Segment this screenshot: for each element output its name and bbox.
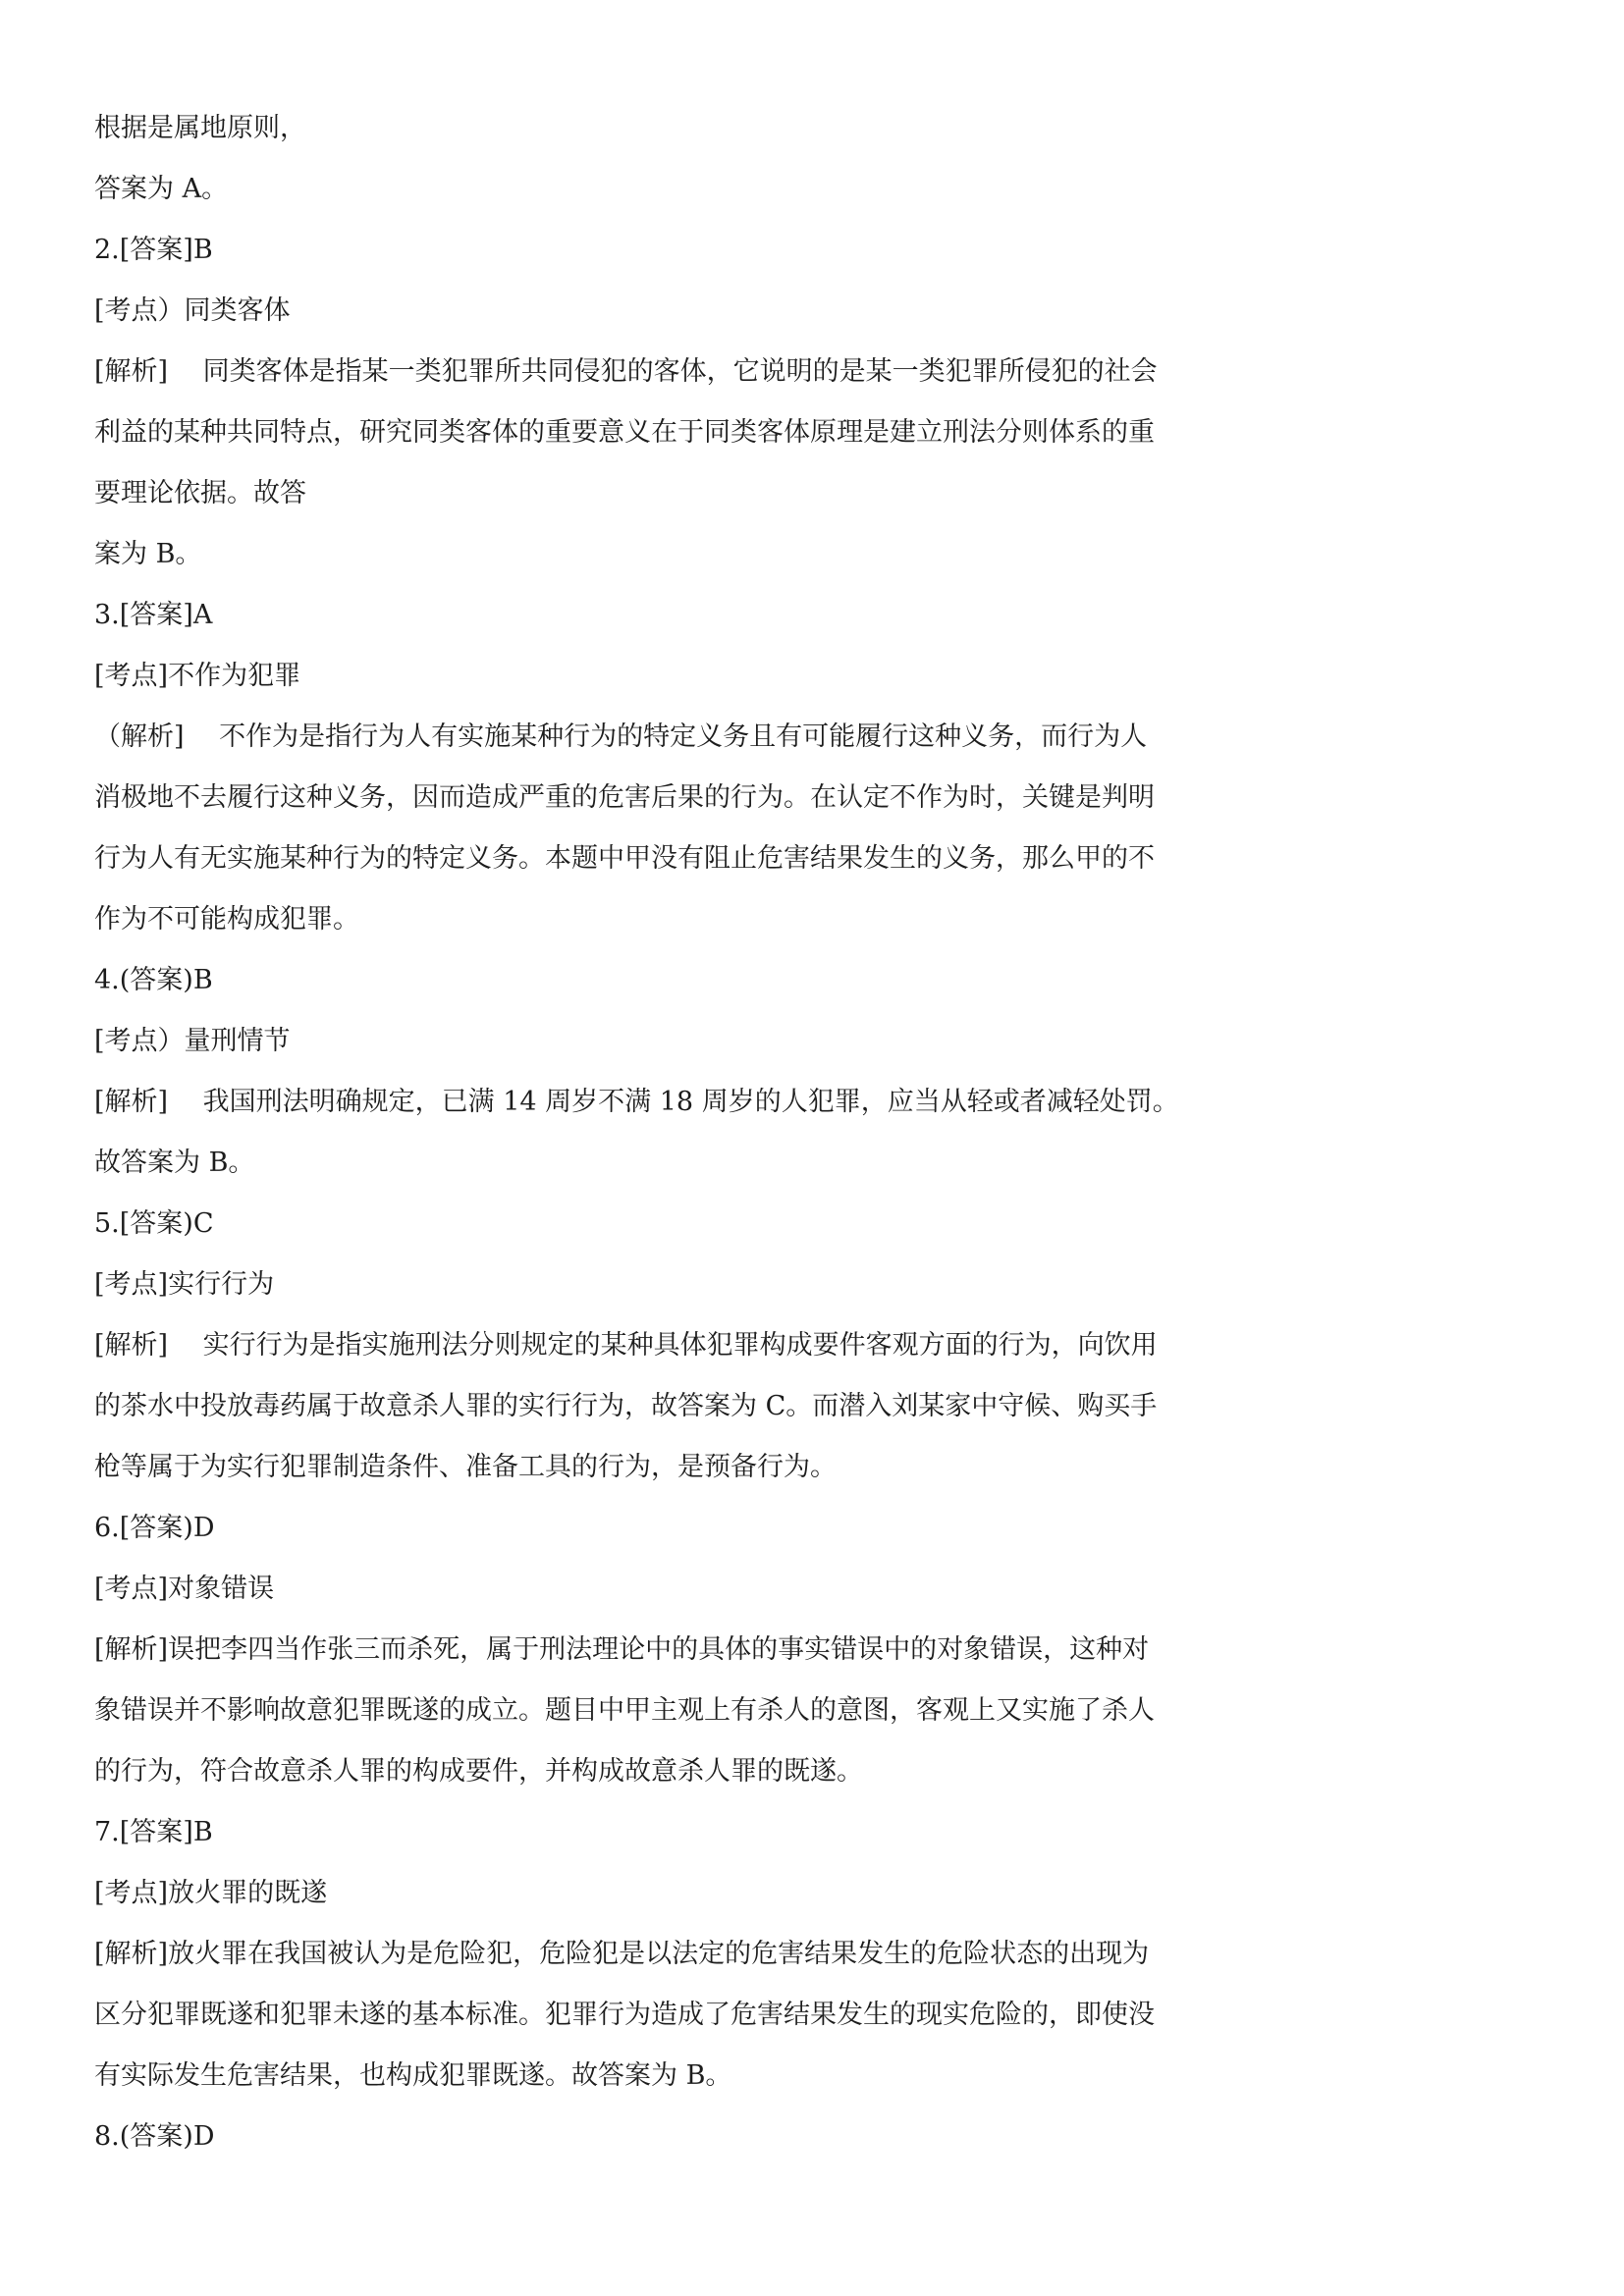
question-answer-heading: 8.(答案)D: [94, 2121, 215, 2152]
analysis-text-line: 有实际发生危害结果，也构成犯罪既遂。故答案为 B。: [94, 2060, 732, 2091]
knowledge-point-heading: [考点]不作为犯罪: [94, 661, 301, 691]
question-answer-heading: 5.[答案)C: [94, 1208, 214, 1239]
analysis-text-line: [解析] 实行行为是指实施刑法分则规定的某种具体犯罪构成要件客观方面的行为，向饮用: [94, 1330, 1158, 1361]
analysis-text-line: 枪等属于为实行犯罪制造条件、准备工具的行为，是预备行为。: [94, 1452, 837, 1482]
analysis-text-line: （解析] 不作为是指行为人有实施某种行为的特定义务且有可能履行这种义务，而行为人: [94, 721, 1148, 752]
analysis-text-line: 消极地不去履行这种义务，因而造成严重的危害后果的行为。在认定不作为时，关键是判明: [94, 782, 1155, 813]
knowledge-point-heading: [考点）同类客体: [94, 295, 291, 326]
question-answer-heading: 3.[答案]A: [94, 600, 213, 630]
analysis-text-line: 案为 B。: [94, 539, 202, 569]
analysis-text-line: 行为人有无实施某种行为的特定义务。本题中甲没有阻止危害结果发生的义务，那么甲的不: [94, 843, 1155, 874]
knowledge-point-heading: [考点]实行行为: [94, 1269, 275, 1300]
question-answer-heading: 4.(答案)B: [94, 965, 213, 995]
analysis-text-line: 要理论依据。故答: [94, 478, 306, 508]
knowledge-point-heading: [考点）量刑情节: [94, 1026, 291, 1056]
text-line: 答案为 A。: [94, 174, 229, 204]
analysis-text-line: [解析] 我国刑法明确规定，已满 14 周岁不满 18 周岁的人犯罪，应当从轻或者减轻处罚。: [94, 1087, 1179, 1117]
analysis-text-line: 的行为，符合故意杀人罪的构成要件，并构成故意杀人罪的既遂。: [94, 1756, 863, 1787]
analysis-text-line: 故答案为 B。: [94, 1148, 255, 1178]
analysis-text-line: [解析]误把李四当作张三而杀死，属于刑法理论中的具体的事实错误中的对象错误，这种对: [94, 1634, 1150, 1665]
analysis-text-line: 利益的某种共同特点，研究同类客体的重要意义在于同类客体原理是建立刑法分则体系的重: [94, 417, 1155, 448]
analysis-text-line: 作为不可能构成犯罪。: [94, 904, 359, 934]
analysis-text-line: [解析]放火罪在我国被认为是危险犯，危险犯是以法定的危害结果发生的危险状态的出现为: [94, 1939, 1150, 1969]
knowledge-point-heading: [考点]放火罪的既遂: [94, 1878, 328, 1908]
knowledge-point-heading: [考点]对象错误: [94, 1574, 275, 1604]
question-answer-heading: 6.[答案)D: [94, 1513, 215, 1543]
document-page: [94, 98, 1312, 2167]
question-answer-heading: 7.[答案]B: [94, 1817, 213, 1847]
text-line: 根据是属地原则，: [94, 113, 306, 143]
question-answer-heading: 2.[答案]B: [94, 235, 213, 265]
analysis-text-line: [解析] 同类客体是指某一类犯罪所共同侵犯的客体，它说明的是某一类犯罪所侵犯的社会: [94, 356, 1158, 387]
analysis-text-line: 区分犯罪既遂和犯罪未遂的基本标准。犯罪行为造成了危害结果发生的现实危险的，即使没: [94, 2000, 1155, 2030]
analysis-text-line: 的茶水中投放毒药属于故意杀人罪的实行行为，故答案为 C。而潜入刘某家中守候、购买手: [94, 1391, 1158, 1421]
analysis-text-line: 象错误并不影响故意犯罪既遂的成立。题目中甲主观上有杀人的意图，客观上又实施了杀人: [94, 1695, 1155, 1726]
